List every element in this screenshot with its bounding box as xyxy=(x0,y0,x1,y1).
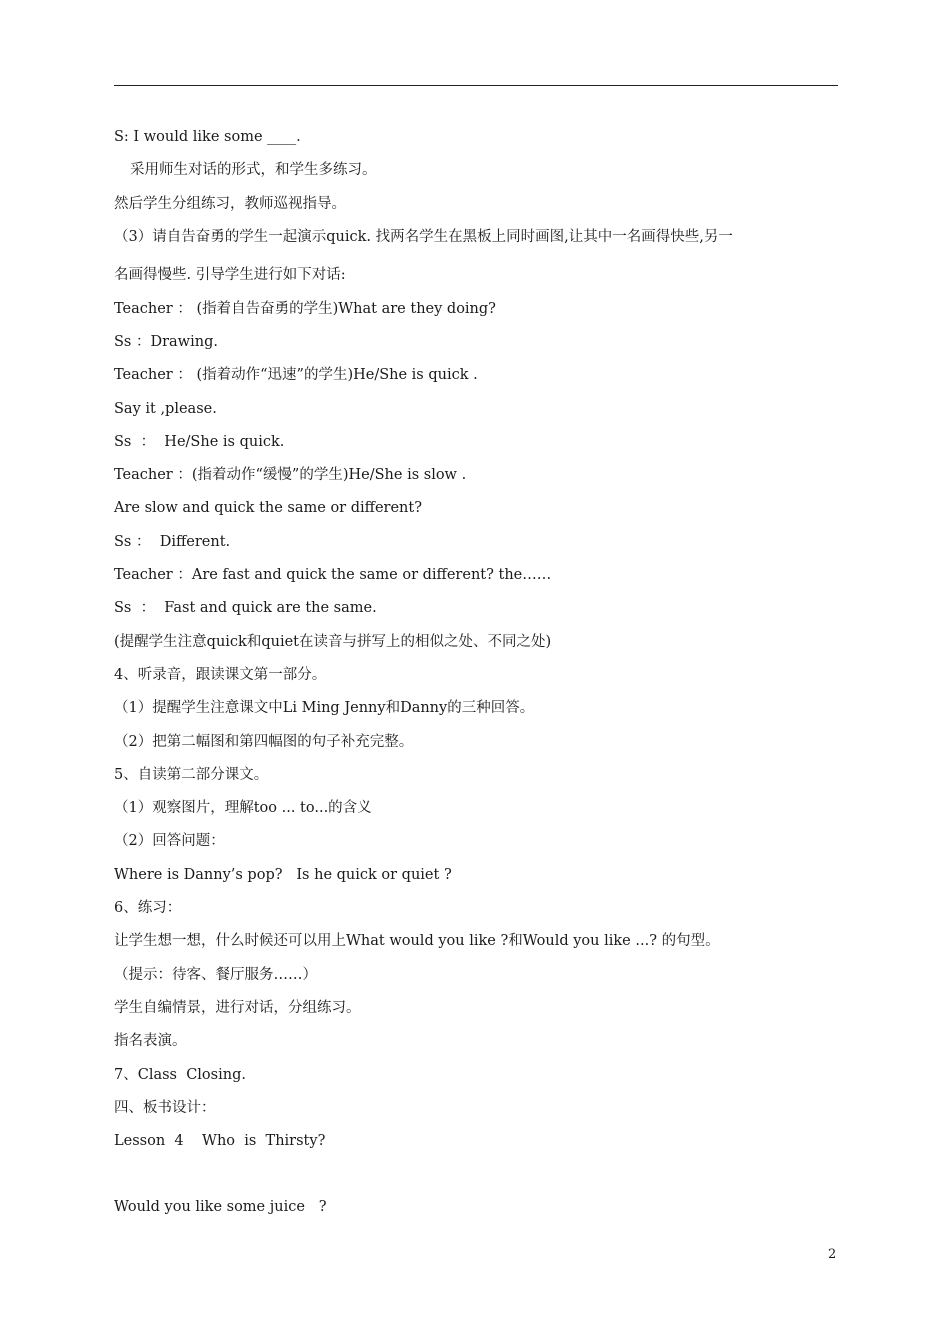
text-line: Teacher ：(指着动作“缓慢”的学生)He/She is slow . xyxy=(114,467,467,484)
text-line: Would you like some juice ? xyxy=(114,1199,327,1216)
text-line: 采用师生对话的形式，和学生多练习。 xyxy=(130,162,377,179)
text-line: (提醒学生注意quick和quiet在读音与拼写上的相似之处、不同之处) xyxy=(114,633,552,650)
text-line: Ss ： He/She is quick. xyxy=(114,433,285,450)
text-line: （2）回答问题： xyxy=(114,833,225,850)
text-line: 6、练习： xyxy=(114,900,182,917)
text-line: 然后学生分组练习，教师巡视指导。 xyxy=(114,195,346,212)
text-line: Are slow and quick the same or different? xyxy=(114,500,422,517)
text-line: Ss ： Different. xyxy=(114,533,231,550)
text-line: Lesson 4 Who is Thirsty? xyxy=(114,1133,326,1150)
text-line: 7、Class Closing. xyxy=(114,1066,246,1083)
text-line: （1）提醒学生注意课文中Li Ming Jenny和Danny的三种回答。 xyxy=(114,700,535,717)
text-line: （2）把第二幅图和第四幅图的句子补充完整。 xyxy=(114,733,414,750)
text-line: 指名表演。 xyxy=(114,1033,187,1050)
text-line: Ss ： Fast and quick are the same. xyxy=(114,600,377,617)
text-line: Teacher ： (指着动作“迅速”的学生)He/She is quick . xyxy=(114,367,478,384)
text-line: （3）请自告奋勇的学生一起演示quick. 找两名学生在黑板上同时画图,让其中一名画得快些,另一 xyxy=(114,228,733,245)
text-line: 名画得慢些. 引导学生进行如下对话: xyxy=(114,267,346,284)
header-rule xyxy=(114,85,838,86)
text-line: （提示：待客、餐厅服务……） xyxy=(114,966,317,983)
text-line: 四、板书设计： xyxy=(114,1099,216,1116)
document-body xyxy=(114,126,844,1230)
page-number: 2 xyxy=(828,1247,837,1262)
text-line: 5、自读第二部分课文。 xyxy=(114,766,269,783)
text-line: Ss ：Drawing. xyxy=(114,333,218,350)
text-line: S: I would like some ____. xyxy=(114,129,301,145)
text-line: Say it ,please. xyxy=(114,400,217,417)
text-line: （1）观察图片，理解too ... to...的含义 xyxy=(114,800,372,817)
text-line: Teacher ： (指着自告奋勇的学生)What are they doing? xyxy=(114,300,496,317)
text-line: Teacher ：Are fast and quick the same or different? the…… xyxy=(114,567,552,584)
text-line: 让学生想一想，什么时候还可以用上What would you like ?和Would you like ...? 的句型。 xyxy=(114,933,720,950)
text-line: 4、听录音，跟读课文第一部分。 xyxy=(114,666,327,683)
text-line: 学生自编情景，进行对话，分组练习。 xyxy=(114,999,361,1016)
text-line: Where is Danny’s pop? Is he quick or quiet ? xyxy=(114,866,452,883)
